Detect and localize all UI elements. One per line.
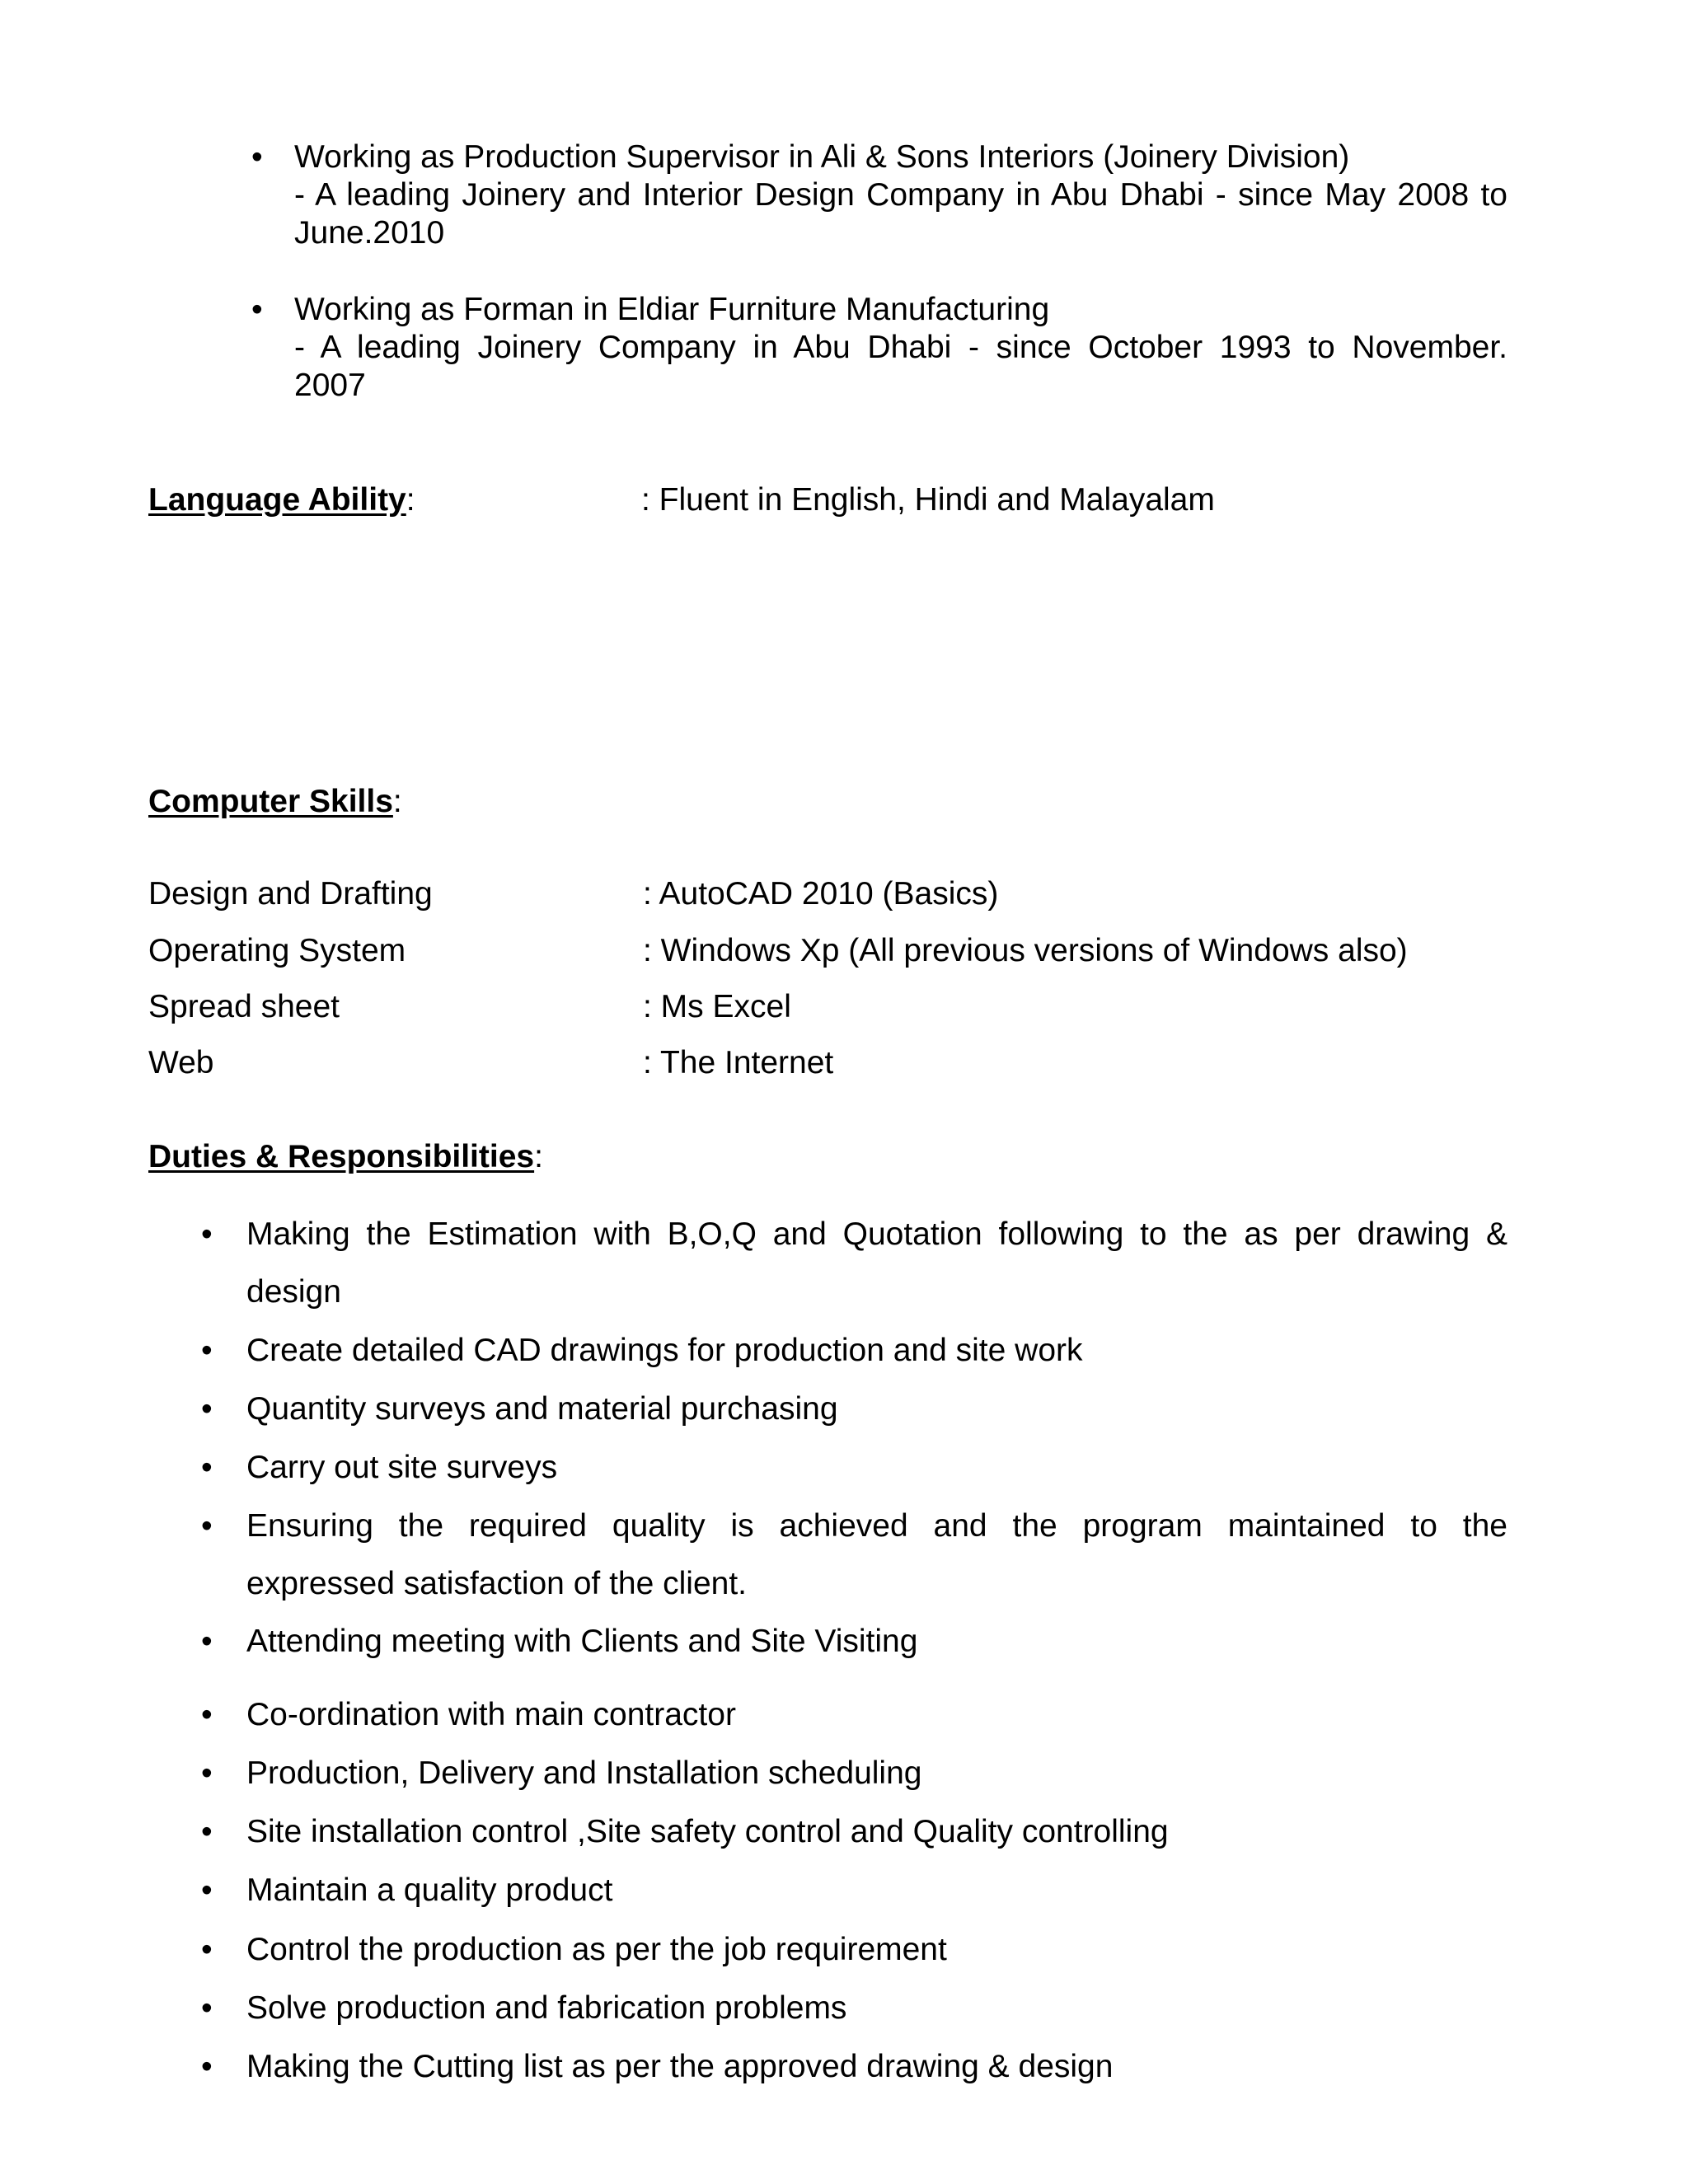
experience-dates: June.2010 (294, 215, 445, 251)
language-value: : Fluent in English, Hindi and Malayalam (641, 482, 1215, 518)
duty-text: Co-ordination with main contractor (246, 1697, 736, 1732)
skill-label: Operating System (148, 933, 406, 968)
bullet-icon: • (201, 1333, 213, 1368)
duty-item (201, 1380, 1507, 1438)
experience-item (251, 138, 1507, 252)
skill-label: Design and Drafting (148, 876, 433, 912)
bullet-icon: • (201, 1872, 213, 1908)
bullet-icon: • (201, 1624, 213, 1659)
language-heading-text: Language Ability (148, 482, 406, 518)
duty-item (201, 1980, 1507, 2037)
duty-text: Control the production as per the job requirement (246, 1932, 947, 1967)
skill-row (148, 1044, 1517, 1082)
bullet-icon: • (201, 1814, 213, 1849)
duty-text: Making the Estimation with B,O,Q and Quotation following to the as per drawing & (246, 1216, 1507, 1252)
skill-value: : The Internet (643, 1045, 834, 1080)
experience-title: Working as Production Supervisor in Ali & Sons Interiors (Joinery Division) (294, 139, 1350, 175)
duty-text: Production, Delivery and Installation scheduling (246, 1755, 922, 1791)
duty-text-continued: design (246, 1274, 341, 1310)
bullet-icon: • (201, 1932, 213, 1967)
duty-text: Carry out site surveys (246, 1450, 558, 1485)
duty-text: Solve production and fabrication problems (246, 1990, 847, 2026)
duties-heading-text: Duties & Responsibilities (148, 1139, 535, 1174)
duty-text: Attending meeting with Clients and Site Visiting (246, 1624, 918, 1659)
duty-text: Making the Cutting list as per the approved drawing & design (246, 2049, 1114, 2084)
bullet-icon: • (251, 292, 263, 327)
duty-text-continued: expressed satisfaction of the client. (246, 1566, 747, 1601)
duty-item (201, 1613, 1507, 1671)
heading-colon: : (392, 784, 402, 819)
duty-item (201, 1745, 1507, 1802)
duty-item (201, 2038, 1507, 2096)
skill-value: : AutoCAD 2010 (Basics) (643, 876, 999, 912)
bullet-icon: • (201, 1508, 213, 1544)
bullet-icon: • (201, 1697, 213, 1732)
bullet-icon: • (201, 2049, 213, 2084)
computer-skills-heading (148, 785, 402, 818)
duty-text: Create detailed CAD drawings for production and site work (246, 1333, 1083, 1368)
duty-text: Site installation control ,Site safety control and Quality controlling (246, 1814, 1169, 1849)
bullet-icon: • (251, 139, 263, 175)
duty-item (201, 1439, 1507, 1497)
bullet-icon: • (201, 1755, 213, 1791)
skill-value: : Windows Xp (All previous versions of Windows also) (643, 933, 1408, 968)
experience-title: Working as Forman in Eldiar Furniture Manufacturing (294, 292, 1050, 327)
language-heading (148, 484, 415, 516)
duty-item (201, 1803, 1507, 1861)
duty-text: Maintain a quality product (246, 1872, 613, 1908)
bullet-icon: • (201, 1450, 213, 1485)
skill-label: Spread sheet (148, 989, 340, 1024)
heading-colon: : (534, 1139, 543, 1174)
duty-item (201, 1921, 1507, 1979)
bullet-icon: • (201, 1391, 213, 1427)
skill-row (148, 932, 1517, 970)
computer-skills-heading-text: Computer Skills (148, 784, 393, 819)
skill-value: : Ms Excel (643, 989, 791, 1024)
experience-dates: 2007 (294, 368, 366, 403)
bullet-icon: • (201, 1990, 213, 2026)
experience-description: - A leading Joinery Company in Abu Dhabi - since October 1993 to November. (294, 330, 1507, 365)
skill-row (148, 875, 1517, 913)
duty-text: Ensuring the required quality is achieved and the program maintained to the (246, 1508, 1507, 1544)
duty-item (201, 1862, 1507, 1919)
duties-heading (148, 1141, 543, 1173)
skill-row (148, 988, 1517, 1026)
skill-label: Web (148, 1045, 214, 1080)
duty-item (201, 1497, 1507, 1613)
duty-item (201, 1686, 1507, 1744)
duty-item (201, 1206, 1507, 1321)
heading-colon: : (406, 482, 415, 518)
experience-item (251, 291, 1507, 405)
duty-item (201, 1322, 1507, 1380)
duty-text: Quantity surveys and material purchasing (246, 1391, 838, 1427)
experience-description: - A leading Joinery and Interior Design Company in Abu Dhabi - since May 2008 to (294, 177, 1507, 213)
bullet-icon: • (201, 1216, 213, 1252)
